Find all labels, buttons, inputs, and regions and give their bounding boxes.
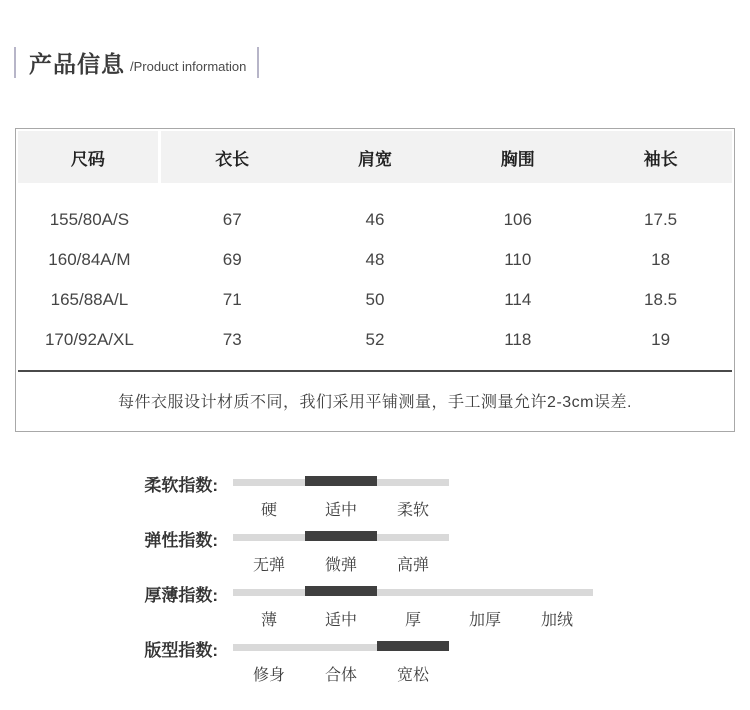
table-cell: 18.5 bbox=[644, 290, 678, 309]
indicator-segment bbox=[305, 476, 377, 520]
size-table-header-cell: 尺码 bbox=[18, 131, 161, 183]
segment-label: 加厚 bbox=[468, 612, 501, 629]
indicator-segment bbox=[377, 641, 449, 685]
table-row bbox=[18, 320, 732, 360]
segment-label: 微弹 bbox=[324, 557, 357, 574]
table-cell: 52 bbox=[365, 330, 385, 349]
indicator-bar bbox=[233, 641, 449, 685]
indicator-label: 柔软指数: bbox=[144, 476, 218, 495]
table-cell: 18 bbox=[651, 250, 671, 269]
page-title: 产品信息 bbox=[29, 51, 125, 77]
table-cell: 19 bbox=[651, 330, 671, 349]
indicator-row-fit bbox=[0, 641, 593, 685]
size-table-header-cell: 衣长 bbox=[215, 149, 250, 169]
indicator-label: 弹性指数: bbox=[144, 531, 218, 550]
indicator-segment bbox=[521, 586, 593, 630]
segment-bar bbox=[377, 589, 449, 596]
indicator-segment bbox=[377, 531, 449, 575]
table-cell: 17.5 bbox=[644, 210, 678, 229]
indicator-segment bbox=[377, 586, 449, 630]
table-cell: 160/84A/M bbox=[48, 250, 131, 269]
table-row bbox=[18, 200, 732, 240]
table-cell: 110 bbox=[504, 250, 532, 269]
indicator-row-thickness bbox=[0, 586, 593, 630]
indicator-segment bbox=[233, 476, 305, 520]
indicator-row-softness bbox=[0, 476, 593, 520]
segment-label: 无弹 bbox=[252, 557, 285, 574]
indicator-label: 厚薄指数: bbox=[144, 586, 218, 605]
table-cell: 73 bbox=[222, 330, 242, 349]
segment-label: 高弹 bbox=[396, 557, 429, 574]
table-row bbox=[18, 240, 732, 280]
indicator-row-elasticity bbox=[0, 531, 593, 575]
segment-bar bbox=[377, 479, 449, 486]
table-cell: 48 bbox=[365, 250, 385, 269]
segment-label: 厚 bbox=[404, 612, 421, 629]
segment-bar bbox=[377, 641, 449, 651]
segment-bar bbox=[521, 589, 593, 596]
indicator-segment bbox=[377, 476, 449, 520]
segment-label: 合体 bbox=[324, 667, 357, 684]
table-cell: 106 bbox=[503, 210, 532, 229]
page-subtitle: /Product information bbox=[130, 58, 247, 74]
segment-label: 薄 bbox=[260, 612, 277, 629]
indicator-segment bbox=[233, 531, 305, 575]
indicator-bar bbox=[233, 586, 593, 630]
size-table-header-cell: 肩宽 bbox=[357, 149, 392, 169]
segment-label: 修身 bbox=[252, 667, 285, 684]
page-header bbox=[14, 46, 259, 79]
table-cell: 155/80A/S bbox=[49, 210, 130, 229]
indicator-segment bbox=[305, 641, 377, 685]
indicator-segment bbox=[449, 586, 521, 630]
measurement-note: 每件衣服设计材质不同，我们采用平铺测量，手工测量允许2-3cm误差. bbox=[118, 394, 632, 411]
table-cell: 114 bbox=[504, 290, 532, 309]
indicator-bar bbox=[233, 476, 449, 520]
table-cell: 165/88A/L bbox=[50, 290, 129, 309]
title-accent-left bbox=[14, 47, 16, 78]
size-table bbox=[15, 128, 735, 432]
size-table-body bbox=[18, 183, 732, 370]
segment-label: 适中 bbox=[324, 612, 357, 629]
segment-bar bbox=[233, 644, 305, 651]
table-cell: 50 bbox=[365, 290, 385, 309]
segment-bar bbox=[305, 531, 377, 541]
indicator-segment bbox=[305, 531, 377, 575]
segment-label: 宽松 bbox=[396, 667, 429, 684]
segment-bar bbox=[233, 589, 305, 596]
segment-label: 加绒 bbox=[540, 612, 573, 629]
segment-bar bbox=[377, 534, 449, 541]
table-cell: 118 bbox=[504, 330, 532, 349]
indicator-segment bbox=[233, 641, 305, 685]
segment-bar bbox=[233, 479, 305, 486]
size-table-header-cell: 袖长 bbox=[643, 149, 678, 169]
product-indicators bbox=[0, 476, 593, 696]
segment-bar bbox=[305, 476, 377, 486]
segment-bar bbox=[449, 589, 521, 596]
table-cell: 71 bbox=[222, 290, 242, 309]
table-cell: 46 bbox=[365, 210, 385, 229]
table-cell: 69 bbox=[222, 250, 242, 269]
segment-bar bbox=[305, 644, 377, 651]
segment-label: 柔软 bbox=[396, 502, 429, 519]
table-cell: 170/92A/XL bbox=[44, 330, 134, 349]
table-cell: 67 bbox=[222, 210, 242, 229]
title-accent-right bbox=[257, 47, 259, 78]
segment-bar bbox=[305, 586, 377, 596]
indicator-label: 版型指数: bbox=[144, 641, 218, 660]
segment-label: 硬 bbox=[260, 502, 277, 519]
segment-label: 适中 bbox=[324, 502, 357, 519]
indicator-bar bbox=[233, 531, 449, 575]
segment-bar bbox=[233, 534, 305, 541]
indicator-segment bbox=[233, 586, 305, 630]
size-table-header-cell: 胸围 bbox=[500, 149, 535, 169]
size-table-header-row bbox=[18, 131, 732, 183]
indicator-segment bbox=[305, 586, 377, 630]
table-row bbox=[18, 280, 732, 320]
